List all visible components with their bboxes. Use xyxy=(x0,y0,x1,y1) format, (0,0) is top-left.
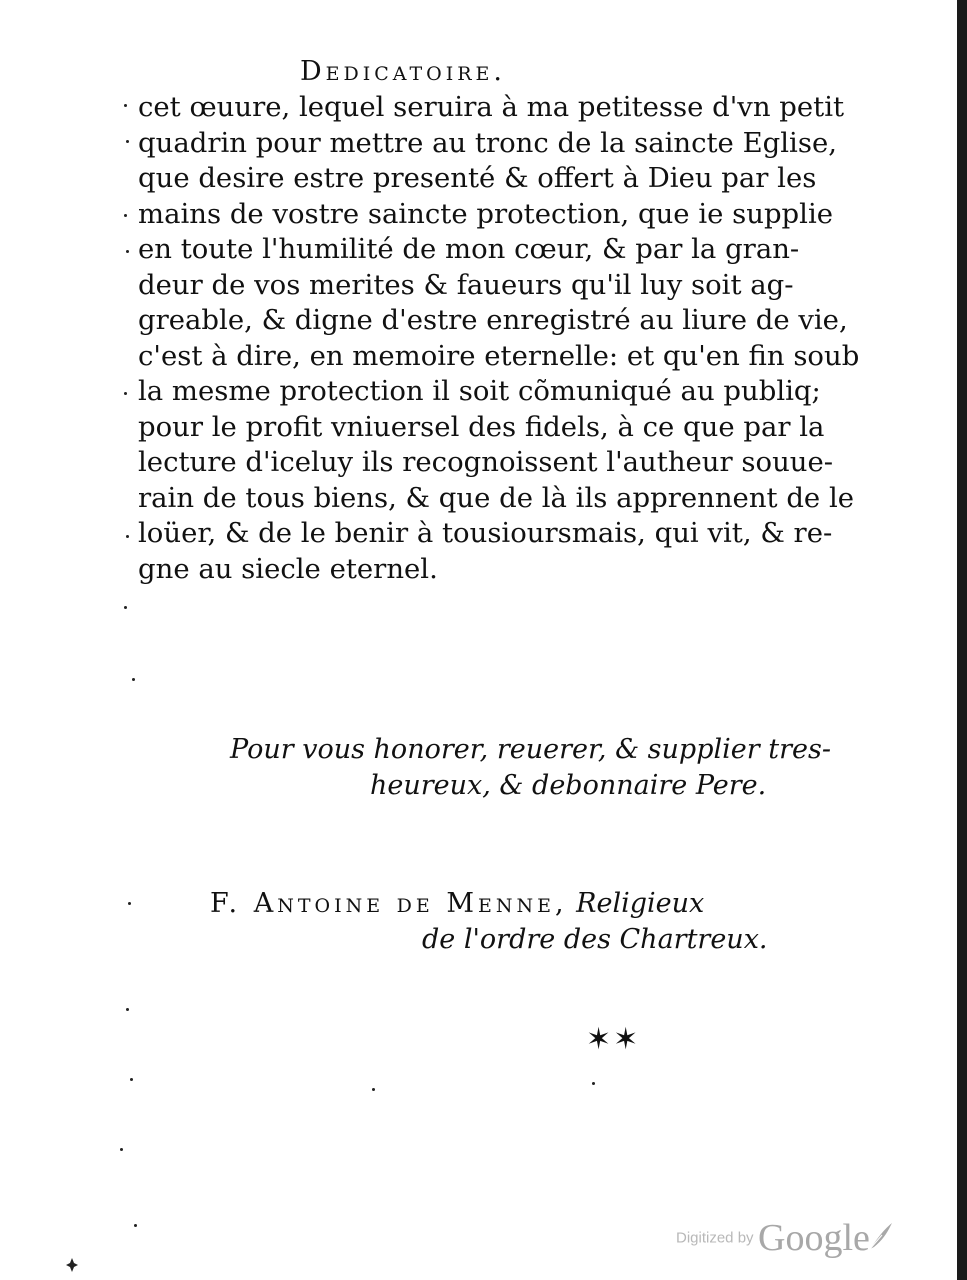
signature-name: F. Antoine de Menne, xyxy=(210,888,568,919)
print-speck xyxy=(126,140,129,143)
print-speck xyxy=(130,1078,133,1081)
body-line: gne au siecle eternel. xyxy=(138,552,438,585)
print-speck xyxy=(124,214,127,217)
print-speck xyxy=(132,678,135,681)
body-line: pour le profit vniuersel des fidels, à ce que par la xyxy=(138,410,825,443)
print-speck xyxy=(124,104,127,107)
print-speck xyxy=(126,1008,129,1011)
print-speck xyxy=(124,392,127,395)
watermark-prefix: Digitized by xyxy=(676,1229,754,1247)
body-line: la mesme protection il soit cõmuniqué au publiq; xyxy=(138,375,821,407)
print-speck xyxy=(120,1148,123,1151)
body-line: en toute l'humilité de mon cœur, & par la gran- xyxy=(138,233,800,265)
print-speck xyxy=(128,902,131,905)
watermark-brand: Google xyxy=(758,1217,870,1259)
body-text xyxy=(138,90,860,587)
signature-role: Religieux xyxy=(576,888,705,919)
quill-icon xyxy=(868,1221,894,1256)
body-line: mains de vostre saincte protection, que ie supplie xyxy=(138,197,834,230)
digitized-watermark xyxy=(676,1216,894,1260)
signature-line-1 xyxy=(210,886,770,922)
scan-edge-bar xyxy=(957,0,967,1280)
print-speck xyxy=(592,1082,595,1085)
body-line: rain de tous biens, & que de là ils apprennent de le xyxy=(138,481,855,514)
body-line: cet œuure, lequel seruira à ma petitesse d'vn petit xyxy=(138,91,845,123)
closing-line-1: Pour vous honorer, reuerer, & supplier tres- xyxy=(230,734,831,765)
asterism-ornament: ✶✶ xyxy=(586,1022,641,1057)
closing-line-2: heureux, & debonnaire Pere. xyxy=(370,770,767,801)
page-header: Dedicatoire. xyxy=(300,56,506,87)
print-speck xyxy=(126,250,129,253)
closing-salutation xyxy=(230,732,831,804)
signature-line-2: de l'ordre des Chartreux. xyxy=(422,924,768,955)
ink-flourish-icon xyxy=(66,1258,78,1272)
body-line: greable, & digne d'estre enregistré au liure de vie, xyxy=(138,304,848,336)
print-speck xyxy=(124,606,127,609)
body-line: quadrin pour mettre au tronc de la saincte Eglise, xyxy=(138,126,837,159)
body-line: c'est à dire, en memoire eternelle: et qu'en fin soub xyxy=(138,339,860,372)
print-speck xyxy=(126,535,129,538)
signature-block xyxy=(210,886,770,958)
print-speck xyxy=(134,1224,137,1227)
body-line: que desire estre presenté & offert à Dieu par les xyxy=(138,162,817,194)
body-line: deur de vos merites & faueurs qu'il luy soit ag- xyxy=(138,268,794,301)
body-line: lecture d'iceluy ils recognoissent l'autheur souue- xyxy=(138,446,834,478)
body-line: loüer, & de le benir à tousioursmais, qui vit, & re- xyxy=(138,517,833,549)
print-speck xyxy=(372,1088,375,1091)
